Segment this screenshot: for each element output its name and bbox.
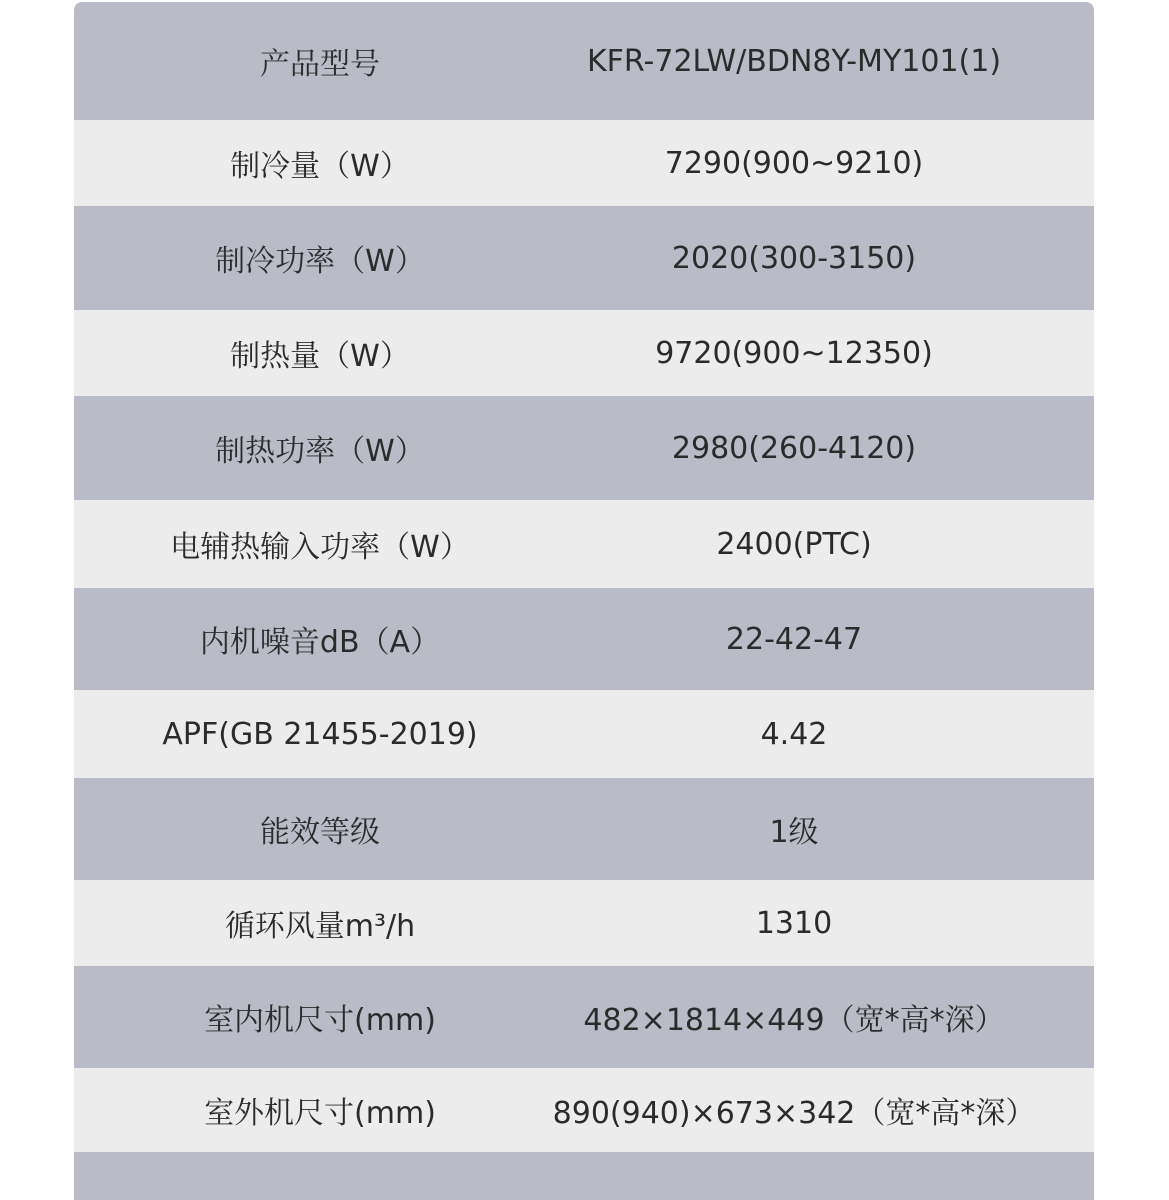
- spec-value: 22-42-47: [725, 621, 863, 657]
- spec-label: 内机噪音dB（A）: [199, 625, 441, 660]
- spec-table: [74, 2, 1094, 1200]
- spec-row-heating-power: [74, 396, 1094, 500]
- spec-row-indoor-noise: [74, 588, 1094, 690]
- spec-label: 室内机尺寸(mm): [204, 1003, 436, 1038]
- spec-label: 制冷功率（W）: [215, 244, 425, 279]
- spec-value: 2020(300-3150): [671, 240, 917, 276]
- spec-row-aux-heater-power: [74, 500, 1094, 588]
- spec-label: 制热功率（W）: [215, 434, 425, 469]
- spec-row-cooling-capacity: [74, 120, 1094, 206]
- spec-label: 制冷量（W）: [230, 149, 410, 184]
- spec-value: 1310: [755, 905, 833, 941]
- spec-label: 产品型号: [260, 47, 380, 82]
- spec-value: 1级: [769, 815, 819, 850]
- spec-row-indoor-dimensions: [74, 966, 1094, 1068]
- spec-row-energy-grade: [74, 778, 1094, 880]
- spec-row-cooling-power: [74, 206, 1094, 310]
- spec-label: APF(GB 21455-2019): [162, 716, 478, 752]
- spec-value: 890(940)×673×342（宽*高*深）: [552, 1096, 1036, 1131]
- spec-value: KFR-72LW/BDN8Y-MY101(1): [586, 43, 1002, 79]
- spec-label: 电辅热输入功率（W）: [170, 530, 470, 565]
- spec-value: 482×1814×449（宽*高*深）: [583, 1003, 1005, 1038]
- spec-label: 能效等级: [260, 815, 380, 850]
- spec-value: 2400(PTC): [716, 526, 872, 562]
- spec-row-heating-capacity: [74, 310, 1094, 396]
- spec-value: 4.42: [760, 716, 828, 752]
- spec-row-model: [74, 2, 1094, 120]
- spec-label: 制热量（W）: [230, 339, 410, 374]
- spec-label: 室外机尺寸(mm): [204, 1096, 436, 1131]
- spec-value: 9720(900~12350): [655, 335, 933, 371]
- table-footer-band: [74, 1152, 1094, 1200]
- spec-row-apf: [74, 690, 1094, 778]
- spec-row-airflow: [74, 880, 1094, 966]
- spec-value: 7290(900~9210): [664, 145, 924, 181]
- spec-row-outdoor-dimensions: [74, 1068, 1094, 1152]
- spec-value: 2980(260-4120): [671, 430, 917, 466]
- spec-label: 循环风量m³/h: [224, 909, 416, 944]
